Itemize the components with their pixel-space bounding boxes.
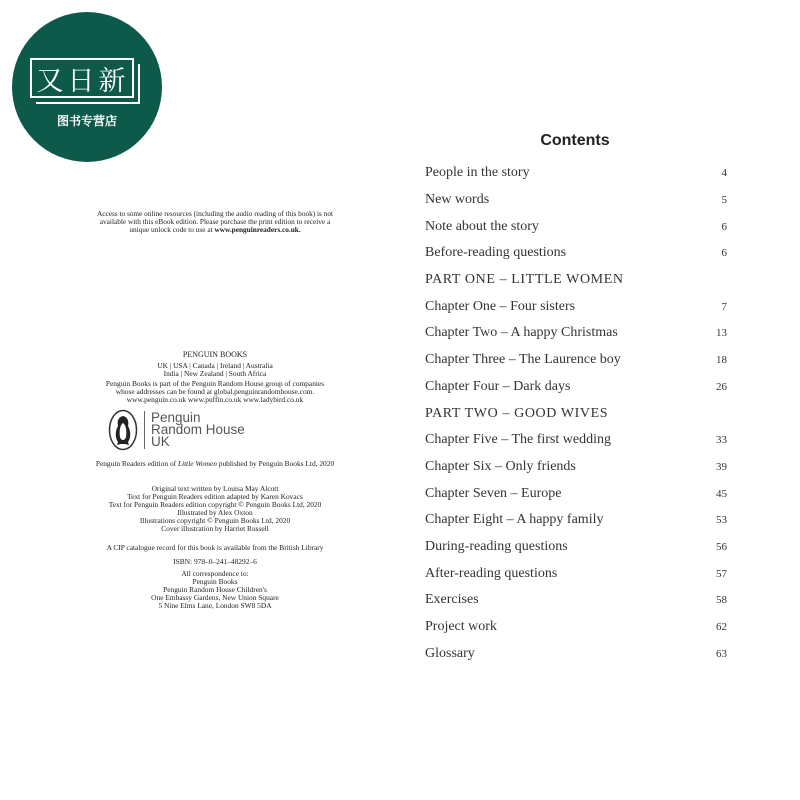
- toc-entry-page: 39: [716, 460, 727, 473]
- toc-entry-label: Exercises: [425, 592, 479, 608]
- toc-entry: [425, 640, 727, 667]
- cip-note: A CIP catalogue record for this book is available from the British Library: [106, 543, 324, 552]
- access-note-line: unique unlock code to use at www.penguinreaders.co.uk.: [129, 225, 301, 235]
- toc-entry: [425, 534, 727, 561]
- store-logo: [30, 58, 142, 104]
- toc-entry: [425, 507, 727, 534]
- toc-part-heading: [425, 267, 727, 294]
- toc-entry-label: After-reading questions: [425, 565, 558, 581]
- access-note: [70, 210, 360, 235]
- toc-entry: [425, 293, 727, 320]
- credit-line: Text for Penguin Readers edition adapted by Karen Kovacs: [127, 492, 303, 501]
- toc-entry: [425, 614, 727, 641]
- toc-part-heading: [425, 400, 727, 427]
- access-note-line: Access to some online resources (including the audio reading of this book) is not: [96, 209, 334, 218]
- toc-entry-page: 53: [716, 514, 727, 527]
- toc-entry-page: 13: [716, 327, 727, 340]
- book-title: Little Women: [177, 459, 217, 468]
- publisher-countries: UK | USA | Canada | Ireland | Australia India | New Zealand | South Africa: [157, 361, 273, 378]
- toc-entry-label: Chapter Two – A happy Christmas: [425, 325, 618, 341]
- toc-entry: [425, 187, 727, 214]
- toc-entry: [425, 160, 727, 187]
- toc-entry-page: 26: [716, 380, 727, 393]
- toc-entry-label: Chapter Seven – Europe: [425, 485, 562, 501]
- toc-entry-page: 6: [721, 220, 727, 233]
- toc-entry-page: 58: [716, 594, 727, 607]
- toc-entry: [425, 560, 727, 587]
- toc-entry-label: Chapter One – Four sisters: [425, 298, 576, 314]
- access-note-line: available with this eBook edition. Please purchase the print edition to receive a: [99, 217, 331, 227]
- store-subtitle: 图书专营店: [56, 114, 117, 128]
- store-logo-text: 又日新: [36, 65, 130, 97]
- toc-entry-label: PART TWO – GOOD WIVES: [425, 405, 609, 421]
- toc-entry-page: 63: [716, 647, 727, 660]
- toc-entry-label: Note about the story: [425, 218, 539, 234]
- publisher-name: PENGUIN BOOKS: [182, 350, 248, 359]
- toc-entry-label: Chapter Four – Dark days: [425, 378, 571, 394]
- toc-entry-page: 33: [716, 434, 727, 447]
- table-of-contents: [425, 160, 727, 667]
- credit-line: Cover illustration by Harriet Russell: [161, 524, 269, 533]
- toc-entry-page: 5: [721, 194, 727, 207]
- penguin-random-house-logo: [108, 407, 258, 453]
- credit-line: Illustrated by Alex Oxton: [177, 508, 253, 517]
- toc-entry-page: 4: [721, 167, 727, 180]
- toc-entry-label: During-reading questions: [425, 538, 568, 554]
- store-badge: [12, 12, 162, 162]
- toc-entry-page: 62: [716, 621, 727, 634]
- contents-title: Contents: [540, 132, 610, 149]
- toc-entry: [425, 454, 727, 481]
- toc-entry-page: 6: [721, 247, 727, 260]
- access-url[interactable]: www.penguinreaders.co.uk.: [214, 225, 301, 235]
- credit-line: Illustrations copyright © Penguin Books Ltd, 2020: [139, 516, 291, 525]
- toc-entry-label: New words: [425, 192, 490, 208]
- toc-entry-label: Chapter Six – Only friends: [425, 458, 576, 474]
- credit-line: Text for Penguin Readers edition copyright © Penguin Books Ltd, 2020: [108, 500, 322, 509]
- penguin-icon: [108, 409, 138, 451]
- edition-note: Penguin Readers edition of Little Women published by Penguin Books Ltd, 2020: [95, 459, 335, 468]
- publisher-group-note: Penguin Books is part of the Penguin Random House group of companies whose addresses can be found at global.penguinrandomhouse.com. www.penguin.co.uk www.puffin.co.uk www.ladybird.co.uk: [105, 379, 325, 404]
- toc-entry-label: Chapter Eight – A happy family: [425, 512, 604, 528]
- toc-entry-label: PART ONE – LITTLE WOMEN: [425, 272, 624, 288]
- credits: [70, 485, 360, 533]
- toc-entry-page: 56: [716, 540, 727, 553]
- toc-entry-label: Chapter Five – The first wedding: [425, 432, 611, 448]
- toc-entry-page: 7: [721, 300, 727, 313]
- toc-entry: [425, 427, 727, 454]
- correspondence-address: All correspondence to: Penguin Books Penguin Random House Children's One Embassy Gardens, New Union Square 5 Nine Elms Lane, London SW8 5DA: [151, 569, 279, 610]
- toc-entry-page: 45: [716, 487, 727, 500]
- toc-entry: [425, 480, 727, 507]
- toc-entry-label: Before-reading questions: [425, 245, 567, 261]
- isbn: ISBN: 978–0–241–48292–6: [173, 557, 257, 566]
- toc-entry-page: 18: [716, 354, 727, 367]
- toc-entry-label: Chapter Three – The Laurence boy: [425, 352, 621, 368]
- toc-entry-label: People in the story: [425, 165, 530, 181]
- toc-entry: [425, 374, 727, 401]
- credit-line: Original text written by Louisa May Alcott: [151, 484, 279, 493]
- toc-entry: [425, 213, 727, 240]
- logo-wordmark: Penguin Random House UK: [151, 410, 245, 449]
- logo-divider: [144, 411, 145, 449]
- toc-entry: [425, 240, 727, 267]
- toc-entry-label: Project work: [425, 619, 497, 635]
- toc-entry: [425, 347, 727, 374]
- toc-entry: [425, 587, 727, 614]
- toc-entry-page: 57: [716, 567, 727, 580]
- toc-entry: [425, 320, 727, 347]
- toc-entry-label: Glossary: [425, 645, 475, 661]
